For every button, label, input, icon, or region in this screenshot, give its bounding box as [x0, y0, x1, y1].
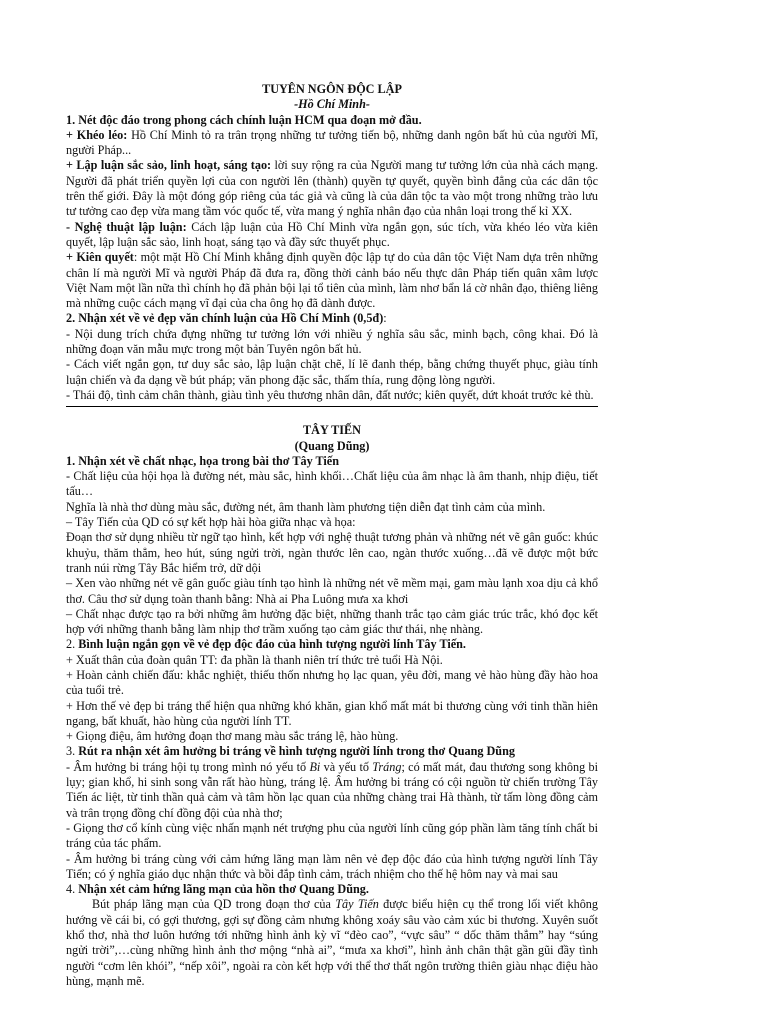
- line-chat-nhac: – Chất nhạc được tạo ra bởi những âm hưởng đặc biệt, những thanh trắc tạo cảm giác trúc trắc, khó đọc kết hợp với những thanh bằng làm nhịp thơ trầm xuống tạo cảm giác thư thái, nhẹ nhàng.: [66, 606, 598, 637]
- line-xuat-than: + Xuất thân của đoàn quân TT: đa phần là thanh niên trí thức trẻ tuổi Hà Nội.: [66, 652, 443, 667]
- section1-heading-2: 2. Nhận xét về vẻ đẹp văn chính luận của Hồ Chí Minh (0,5đ):: [66, 311, 387, 326]
- line-am-huong: - Âm hưởng bi tráng hội tụ trong mình nó yếu tố Bi và yếu tố Tráng; có mất mát, đau thương song không bi lụy; gian khổ, hi sinh song vẫn rất hào hùng, tráng lệ. Âm hưởng bi tráng có cội nguồn từ chiến trường Tây Tiến ác liệt, từ tinh thần quả cảm và tâm hồn lạc quan của những chàng trai Hà thành, từ tấm lòng đồng cảm và trân trọng đồng chí đồng đội của nhà thơ;: [66, 759, 598, 820]
- line-nghia-la: Nghĩa là nhà thơ dùng màu sắc, đường nét, âm thanh làm phương tiện diễn đạt tình cảm của mình.: [66, 499, 546, 514]
- line-hoan-canh: + Hoàn cảnh chiến đấu: khắc nghiệt, thiếu thốn nhưng họ lạc quan, yêu đời, mang vẻ hào hùng đầy hào hoa của tuổi trẻ.: [66, 667, 598, 698]
- line-xen-vao: – Xen vào những nét vẽ gân guốc giàu tính tạo hình là những nét vẽ mềm mại, gam màu lạnh xoa dịu cả khổ thơ. Câu thơ sử dụng toàn thanh bằng: Nhà ai Pha Luông mưa xa khơi: [66, 576, 598, 606]
- section2-heading-3: 3. Rút ra nhận xét âm hưởng bi tráng về hình tượng người lính trong thơ Quang Dũng: [66, 744, 515, 759]
- section1-author: -Hồ Chí Minh-: [294, 97, 370, 112]
- document-page: [66, 82, 598, 989]
- section2-heading-1: 1. Nhận xét về chất nhạc, họa trong bài thơ Tây Tiến: [66, 453, 339, 468]
- section2-heading-2: 2. Bình luận ngắn gọn về vẻ đẹp độc đáo của hình tượng người lính Tây Tiến.: [66, 637, 466, 652]
- line-bi-trang: + Hơn thế vẻ đẹp bi tráng thể hiện qua những khó khăn, gian khổ mất mát bi thương cùng với tinh thần hiên ngang, bất khuất, hào hùng của người lính TT.: [66, 698, 598, 728]
- line-chat-lieu: - Chất liệu của hội họa là đường nét, màu sắc, hình khối…Chất liệu của âm nhạc là âm thanh, nhịp điệu, tiết tấu…: [66, 469, 598, 499]
- paragraph-cach-viet: - Cách viết ngắn gọn, tư duy sắc sảo, lập luận chặt chẽ, lí lẽ đanh thép, bằng chứng thuyết phục, giàu tính luận chiến và đa dạng về bút pháp; văn phong đặc sắc, thấm thía, rung động lòng người.: [66, 357, 598, 387]
- section1-title: TUYÊN NGÔN ĐỘC LẬP: [262, 82, 402, 96]
- section2-title: TÂY TIẾN: [303, 423, 361, 438]
- line-tay-tien-ket-hop: – Tây Tiến của QD có sự kết hợp hài hòa giữa nhạc và họa:: [66, 515, 356, 530]
- paragraph-lap-luan: + Lập luận sắc sảo, linh hoạt, sáng tạo: lời suy rộng ra của Người mang tư tưởng lớn của nhà cách mạng. Người đã phát triển quyền lợi của con người lên (thành) quyền tự quyết, quyền bình đẳng của các dân tộc trên thế giới. Đây là một đóng góp riêng của tác giả và cũng là của dân tộc ta vào một trong những trào lưu tư tưởng cao đẹp vừa mang tầm vóc quốc tế, vừa mang ý nghĩa nhân đạo của nhân loại trong thế kỉ XX.: [66, 158, 598, 219]
- line-am-huong-lang-man: - Âm hưởng bi tráng cùng với cảm hứng lãng mạn làm nên vẻ đẹp độc đáo của hình tượng người lính Tây Tiến; có ý nghĩa giáo dục nhận thức và bồi đắp tình cảm, trách nhiệm cho thế hệ hôm nay và mai sau: [66, 851, 598, 881]
- paragraph-kheo-leo: + Khéo léo: Hồ Chí Minh tỏ ra trân trọng những tư tưởng tiến bộ, những danh ngôn bất hủ của người Mĩ, người Pháp...: [66, 127, 599, 158]
- section2-heading-4: 4. Nhận xét cảm hứng lãng mạn của hồn thơ Quang Dũng.: [66, 882, 369, 897]
- paragraph-noi-dung: - Nội dung trích chứa đựng những tư tưởng lớn với nhiều ý nghĩa sâu sắc, minh bạch, công khai. Đó là những đoạn văn mẫu mực trong một bản Tuyên ngôn bất hủ.: [66, 326, 598, 357]
- section1-heading-1: 1. Nét độc đáo trong phong cách chính luận HCM qua đoạn mở đầu.: [66, 112, 422, 127]
- line-giong-dieu: + Giọng điệu, âm hưởng đoạn thơ mang màu sắc tráng lệ, hào hùng.: [66, 729, 399, 744]
- paragraph-nghe-thuat: - Nghệ thuật lập luận: Cách lập luận của Hồ Chí Minh vừa ngắn gọn, súc tích, vừa khéo léo vừa kiên quyết, lập luận sắc sảo, linh hoạt, sáng tạo và đầy sức thuyết phục.: [66, 219, 599, 249]
- paragraph-thai-do: - Thái độ, tình cảm chân thành, giàu tình yêu thương nhân dân, đất nước; kiên quyết, dứt khoát trước kẻ thù.: [66, 387, 594, 402]
- paragraph-kien-quyet: + Kiên quyết: một mặt Hồ Chí Minh khẳng định quyền độc lập tự do của dân tộc Việt Nam dựa trên những chân lí mà người Mĩ và người Pháp đã đưa ra, đồng thời cảnh báo nếu thực dân Pháp tiến quân xâm lược Việt Nam một lần nữa thì chính họ đã phản bội lại tổ tiên của mình, làm nhơ bẩn lá cờ nhân đạo, thiêng liêng mà những cuộc cách mạng vĩ đại của cha ông họ đã dành được.: [66, 250, 598, 311]
- line-doan-tho: Đoạn thơ sử dụng nhiều từ ngữ tạo hình, kết hợp với nghệ thuật tương phản và những nét vẽ gân guốc: khúc khuỷu, thăm thẳm, heo hút, súng ngửi trời, ngàn thước lên cao, ngàn thước xuống…đã vẽ được một bức tranh núi rừng Tây Bắc hiểm trở, dữ dội: [66, 530, 598, 575]
- section2-author: (Quang Dũng): [294, 438, 370, 453]
- line-giong-tho: - Giọng thơ cổ kính cùng việc nhấn mạnh nét trượng phu của người lính cũng góp phần làm tăng tính chất bi tráng của tác phẩm.: [66, 820, 598, 851]
- line-but-phap: Bút pháp lãng mạn của QD trong đoạn thơ của Tây Tiến được biểu hiện cụ thể trong lối viết không hướng về cái bi, có gợi thương, gợi sự đồng cảm nhưng không xoáy sâu vào cảm xúc bi thương. Xuyên suốt khổ thơ, nhà thơ luôn hướng tới những hình ảnh kỳ vĩ “đèo cao”, “vực sâu” “ dốc thăm thẳm” hay “súng ngửi trời”,…cùng những hình ảnh thơ mộng “nhà ai”, “mưa xa khơi”, hình ảnh chân thật gần gũi đầy tình người “cơm lên khói”, “nếp xôi”, ngoài ra còn kết hợp với thể thơ thất ngôn trường thiên giàu nhạc điệu hào hùng, mạnh mẽ.: [66, 897, 598, 988]
